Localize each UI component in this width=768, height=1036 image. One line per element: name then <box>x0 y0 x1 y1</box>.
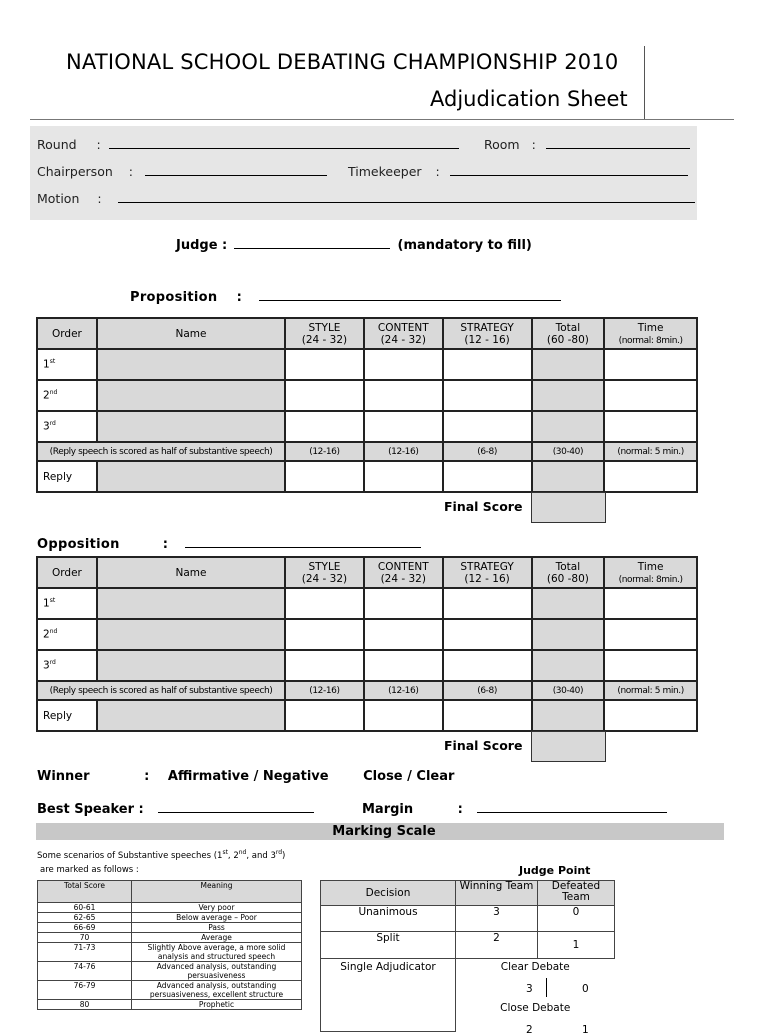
time-input[interactable] <box>604 349 697 380</box>
unanimous-winning: 3 <box>456 906 538 932</box>
reply-total-range: (30-40) <box>532 442 605 461</box>
margin-input[interactable] <box>477 801 667 813</box>
style-score-input[interactable] <box>285 349 364 380</box>
header-order: Order <box>37 557 97 588</box>
speaker-name-input[interactable] <box>97 700 285 731</box>
strategy-score-input[interactable] <box>443 588 532 619</box>
scale-score: 62-65 <box>38 913 132 923</box>
timekeeper-label: Timekeeper <box>348 164 422 179</box>
marking-scale-title: Marking Scale <box>332 824 436 839</box>
scale-meaning: Advanced analysis, outstanding persuasiveness <box>132 962 302 981</box>
proposition-final-score-label: Final Score <box>444 499 523 514</box>
speaker-name-input[interactable] <box>97 411 285 442</box>
content-score-input[interactable] <box>364 700 443 731</box>
scale-score: 70 <box>38 933 132 943</box>
best-speaker-input[interactable] <box>158 801 314 813</box>
content-score-input[interactable] <box>364 349 443 380</box>
unanimous-defeated: 0 <box>538 906 615 932</box>
style-score-input[interactable] <box>285 588 364 619</box>
scale-meaning: Average <box>132 933 302 943</box>
room-field: Room : <box>484 137 690 152</box>
scale-meaning: Slightly Above average, a more solid analysis and structured speech <box>132 943 302 962</box>
strategy-score-input[interactable] <box>443 461 532 492</box>
total-score-cell[interactable] <box>532 411 605 442</box>
round-field: Round : <box>37 137 459 152</box>
header-name: Name <box>97 557 285 588</box>
content-score-input[interactable] <box>364 461 443 492</box>
decision-unanimous: Unanimous <box>321 906 456 932</box>
decision-single: Single Adjudicator <box>321 959 456 1032</box>
scale-header-score: Total Score <box>38 881 132 903</box>
proposition-field: Proposition : <box>130 286 561 305</box>
close-debate-label: Close Debate <box>500 1002 571 1014</box>
strategy-score-input[interactable] <box>443 380 532 411</box>
clear-winning: 3 <box>526 983 533 995</box>
chairperson-input[interactable] <box>145 164 327 176</box>
winner-row: Winner : Affirmative / Negative Close / Clear <box>37 769 455 784</box>
header-time: Time (normal: 8min.) <box>604 318 697 349</box>
best-speaker-row <box>37 801 314 817</box>
content-score-input[interactable] <box>364 588 443 619</box>
room-input[interactable] <box>546 137 690 149</box>
margin-row: Margin : <box>362 801 667 817</box>
margin-label: Margin <box>362 802 414 817</box>
time-input[interactable] <box>604 461 697 492</box>
opposition-field: Opposition : <box>37 533 421 552</box>
close-clear-options[interactable]: Close / Clear <box>363 769 455 784</box>
time-input[interactable] <box>604 380 697 411</box>
clear-defeated: 0 <box>582 983 589 995</box>
decision-header: Decision <box>321 881 456 906</box>
header-style: STYLE (24 - 32) <box>285 318 364 349</box>
reply-total-range: (30-40) <box>532 681 605 700</box>
reply-note: (Reply speech is scored as half of substantive speech) <box>37 681 285 700</box>
total-score-cell[interactable] <box>532 619 605 650</box>
chairperson-label: Chairperson <box>37 164 113 179</box>
time-input[interactable] <box>604 588 697 619</box>
reply-time-note: (normal: 5 min.) <box>604 681 697 700</box>
marking-scale-intro-2: are marked as follows : <box>40 865 139 875</box>
speaker-name-input[interactable] <box>97 650 285 681</box>
header-style: STYLE (24 - 32) <box>285 557 364 588</box>
scale-table <box>37 880 302 1010</box>
style-score-input[interactable] <box>285 411 364 442</box>
judge-point-label: Judge Point <box>519 864 591 877</box>
row-reply-order: Reply <box>37 461 97 492</box>
total-score-cell[interactable] <box>532 588 605 619</box>
opposition-score-table <box>36 556 698 732</box>
time-input[interactable] <box>604 650 697 681</box>
header-strategy: STRATEGY (12 - 16) <box>443 318 532 349</box>
chairperson-field: Chairperson : <box>37 164 327 179</box>
winner-label: Winner <box>37 769 90 784</box>
row-second-order: 2nd <box>37 380 97 411</box>
total-score-cell[interactable] <box>532 349 605 380</box>
reply-content-range: (12-16) <box>364 681 443 700</box>
timekeeper-input[interactable] <box>450 164 688 176</box>
header-total: Total (60 -80) <box>532 557 605 588</box>
time-input[interactable] <box>604 700 697 731</box>
reply-strategy-range: (6-8) <box>443 442 532 461</box>
header-content: CONTENT (24 - 32) <box>364 557 443 588</box>
row-third-order: 3rd <box>37 650 97 681</box>
scale-meaning: Pass <box>132 923 302 933</box>
winner-options[interactable]: Affirmative / Negative <box>167 769 329 784</box>
content-score-input[interactable] <box>364 619 443 650</box>
clear-debate-label: Clear Debate <box>500 961 570 973</box>
strategy-score-input[interactable] <box>443 650 532 681</box>
strategy-score-input[interactable] <box>443 700 532 731</box>
defeated-team-header: Defeated Team <box>538 881 615 906</box>
header-order: Order <box>37 318 97 349</box>
reply-content-range: (12-16) <box>364 442 443 461</box>
header-content: CONTENT (24 - 32) <box>364 318 443 349</box>
proposition-label: Proposition <box>130 290 218 305</box>
proposition-team-input[interactable] <box>259 289 561 301</box>
proposition-final-score-input[interactable] <box>531 492 606 523</box>
winning-team-header: Winning Team <box>456 881 538 906</box>
decision-split: Split <box>321 932 456 959</box>
best-speaker-label: Best Speaker : <box>37 802 144 817</box>
time-input[interactable] <box>604 619 697 650</box>
style-score-input[interactable] <box>285 650 364 681</box>
split-defeated: 1 <box>538 932 615 959</box>
round-input[interactable] <box>109 137 459 149</box>
motion-label: Motion <box>37 191 80 206</box>
proposition-score-table <box>36 317 698 493</box>
judge-input[interactable] <box>234 237 390 249</box>
single-adjudicator-points <box>456 959 615 1036</box>
content-score-input[interactable] <box>364 411 443 442</box>
total-score-cell[interactable] <box>532 461 605 492</box>
timekeeper-field: Timekeeper : <box>348 164 688 179</box>
scale-score: 66-69 <box>38 923 132 933</box>
reply-style-range: (12-16) <box>285 442 364 461</box>
scale-score: 60-61 <box>38 903 132 913</box>
style-score-input[interactable] <box>285 380 364 411</box>
style-score-input[interactable] <box>285 619 364 650</box>
round-label: Round <box>37 137 77 152</box>
speaker-name-input[interactable] <box>97 619 285 650</box>
speaker-name-input[interactable] <box>97 349 285 380</box>
reply-note: (Reply speech is scored as half of substantive speech) <box>37 442 285 461</box>
style-score-input[interactable] <box>285 700 364 731</box>
row-reply-order: Reply <box>37 700 97 731</box>
header-strategy: STRATEGY (12 - 16) <box>443 557 532 588</box>
scale-header-meaning: Meaning <box>132 881 302 903</box>
opposition-team-input[interactable] <box>185 536 421 548</box>
judge-note: (mandatory to fill) <box>397 238 532 253</box>
page-subtitle: Adjudication Sheet <box>430 87 628 111</box>
strategy-score-input[interactable] <box>443 619 532 650</box>
opposition-label: Opposition <box>37 537 120 552</box>
strategy-score-input[interactable] <box>443 349 532 380</box>
total-score-cell[interactable] <box>532 700 605 731</box>
scale-meaning: Advanced analysis, outstanding persuasiveness, excellent structure <box>132 981 302 1000</box>
speaker-name-input[interactable] <box>97 588 285 619</box>
title-divider <box>644 46 645 120</box>
close-winning: 2 <box>526 1024 533 1036</box>
speaker-name-input[interactable] <box>97 380 285 411</box>
judge-field <box>176 237 532 253</box>
total-score-cell[interactable] <box>532 650 605 681</box>
header-time: Time (normal: 8min.) <box>604 557 697 588</box>
header-rule <box>30 119 734 120</box>
header-total: Total (60 -80) <box>532 318 605 349</box>
row-first-order: 1st <box>37 349 97 380</box>
scale-score: 74-76 <box>38 962 132 981</box>
scale-score: 76-79 <box>38 981 132 1000</box>
scale-score: 80 <box>38 1000 132 1010</box>
reply-strategy-range: (6-8) <box>443 681 532 700</box>
opposition-final-score-input[interactable] <box>531 731 606 762</box>
strategy-score-input[interactable] <box>443 411 532 442</box>
scale-meaning: Below average – Poor <box>132 913 302 923</box>
time-input[interactable] <box>604 411 697 442</box>
row-second-order: 2nd <box>37 619 97 650</box>
style-score-input[interactable] <box>285 461 364 492</box>
reply-time-note: (normal: 5 min.) <box>604 442 697 461</box>
speaker-name-input[interactable] <box>97 461 285 492</box>
opposition-final-score-label: Final Score <box>444 738 523 753</box>
content-score-input[interactable] <box>364 380 443 411</box>
row-third-order: 3rd <box>37 411 97 442</box>
header-name: Name <box>97 318 285 349</box>
close-defeated: 1 <box>582 1024 589 1036</box>
marking-scale-intro: Some scenarios of Substantive speeches (1st, 2nd, and 3rd) <box>37 849 286 861</box>
total-score-cell[interactable] <box>532 380 605 411</box>
scale-meaning: Prophetic <box>132 1000 302 1010</box>
page-title: NATIONAL SCHOOL DEBATING CHAMPIONSHIP 2010 <box>66 50 619 74</box>
decision-table <box>320 880 615 1036</box>
split-winning: 2 <box>456 932 538 959</box>
content-score-input[interactable] <box>364 650 443 681</box>
row-first-order: 1st <box>37 588 97 619</box>
clear-divider <box>546 978 547 997</box>
motion-field: Motion : <box>37 191 695 206</box>
scale-score: 71-73 <box>38 943 132 962</box>
room-label: Room <box>484 137 520 152</box>
scale-meaning: Very poor <box>132 903 302 913</box>
judge-label: Judge : <box>176 238 228 253</box>
motion-input[interactable] <box>118 191 695 203</box>
reply-style-range: (12-16) <box>285 681 364 700</box>
